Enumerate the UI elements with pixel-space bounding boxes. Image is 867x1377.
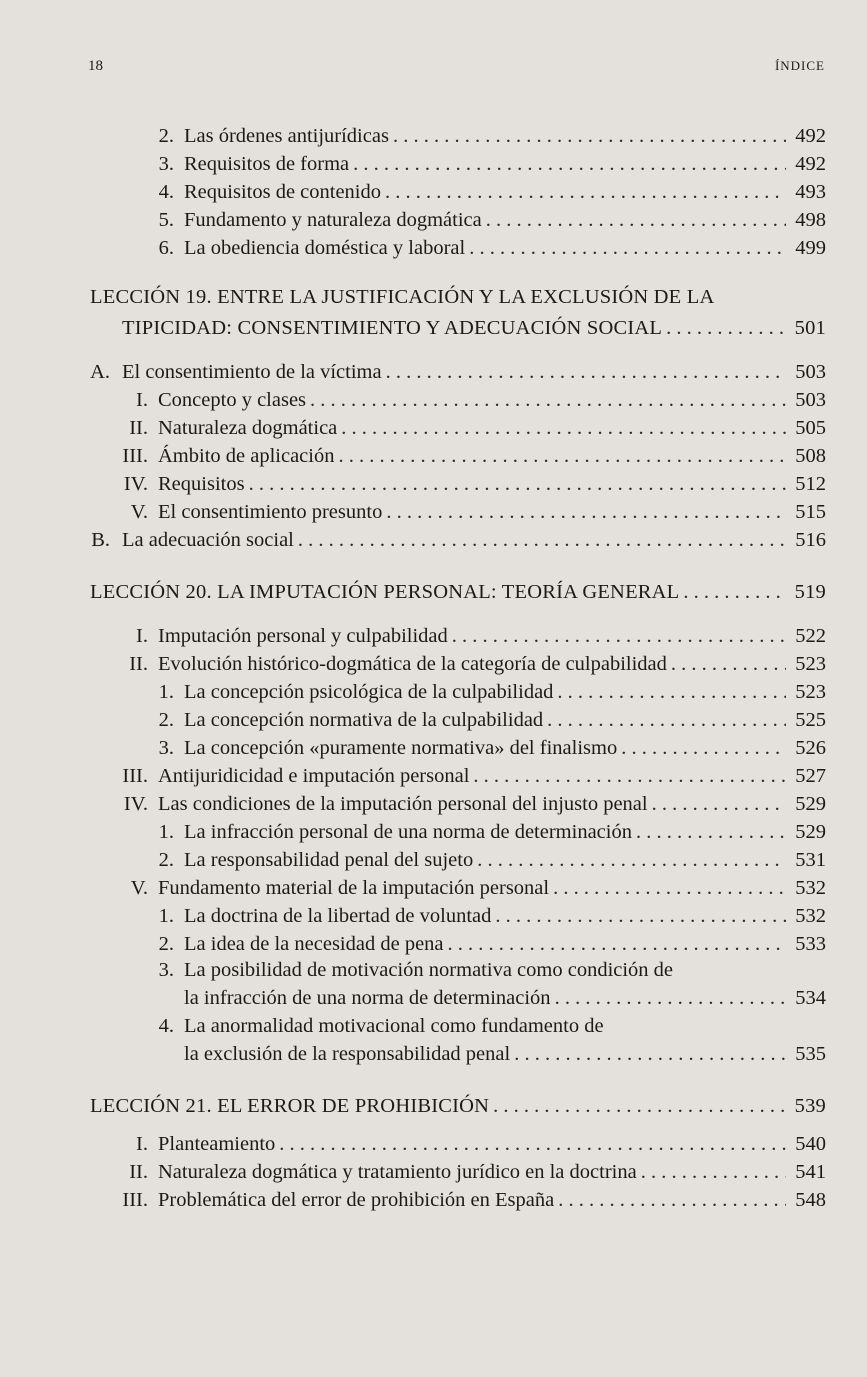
dot-leader — [558, 1186, 786, 1214]
entry-title: Evolución histórico-dogmática de la categoría de culpabilidad — [158, 653, 667, 675]
entry-title: Concepto y clases — [158, 389, 307, 411]
dot-leader — [338, 442, 786, 470]
toc-entry — [152, 902, 826, 930]
toc-entry — [152, 678, 826, 706]
entry-number: 1. — [158, 905, 174, 927]
dot-leader — [495, 902, 786, 930]
toc-entry — [112, 498, 826, 526]
entry-number: I. — [136, 389, 148, 411]
dot-leader — [555, 984, 786, 1012]
toc-entry — [152, 706, 826, 734]
dot-leader — [557, 678, 786, 706]
running-header: ÍNDICE — [774, 58, 825, 73]
toc-entry-line1 — [152, 956, 826, 984]
entry-title: Naturaleza dogmática y tratamiento jurídico en la doctrina — [158, 1161, 637, 1183]
entry-title: Ámbito de aplicación — [158, 445, 335, 467]
dot-leader — [341, 414, 786, 442]
entry-number: V. — [130, 877, 148, 899]
entry-page: 503 — [795, 389, 826, 411]
toc-entry — [88, 526, 826, 554]
toc-entry — [112, 650, 826, 678]
entry-title: La posibilidad de motivación normativa como condición de — [184, 959, 674, 981]
toc-entry — [112, 386, 826, 414]
dot-leader — [671, 650, 786, 678]
entry-number: 4. — [158, 1015, 174, 1037]
dot-leader — [486, 206, 786, 234]
entry-page: 499 — [795, 237, 826, 259]
dot-leader — [452, 622, 786, 650]
lesson-19-title-line2 — [122, 314, 826, 342]
lesson-title: TIPICIDAD: CONSENTIMIENTO Y ADECUACIÓN SOCIAL — [122, 317, 663, 339]
lesson-title: LECCIÓN 20. LA IMPUTACIÓN PERSONAL: TEORÍA GENERAL — [90, 581, 680, 603]
lesson-title: LECCIÓN 21. EL ERROR DE PROHIBICIÓN — [90, 1095, 490, 1117]
toc-entry — [88, 358, 826, 386]
dot-leader — [469, 234, 786, 262]
entry-number: 2. — [158, 709, 174, 731]
toc-entry — [112, 442, 826, 470]
lesson-19-title-line1: LECCIÓN 19. ENTRE LA JUSTIFICACIÓN Y LA EXCLUSIÓN DE LA — [90, 286, 715, 308]
entry-page: 531 — [795, 849, 826, 871]
entry-title: El consentimiento presunto — [158, 501, 383, 523]
toc-entry — [112, 470, 826, 498]
entry-title: Las condiciones de la imputación personal del injusto penal — [158, 793, 648, 815]
entry-page: 498 — [795, 209, 826, 231]
toc-entry — [112, 874, 826, 902]
dot-leader — [386, 498, 786, 526]
entry-page: 492 — [795, 125, 826, 147]
entry-number: I. — [136, 625, 148, 647]
entry-title: La concepción psicológica de la culpabilidad — [184, 681, 554, 703]
dot-leader — [385, 178, 786, 206]
toc-entry — [152, 734, 826, 762]
dot-leader — [493, 1092, 786, 1120]
entry-page: 529 — [795, 793, 826, 815]
dot-leader — [641, 1158, 786, 1186]
entry-page: 523 — [795, 653, 826, 675]
lesson-20-title — [90, 578, 826, 606]
entry-title: La adecuación social — [122, 529, 294, 551]
entry-number: II. — [129, 653, 148, 675]
lesson-page: 519 — [794, 581, 826, 603]
entry-title: La idea de la necesidad de pena — [184, 933, 444, 955]
toc-entry-line2 — [184, 1040, 826, 1068]
entry-page: 532 — [795, 877, 826, 899]
dot-leader — [279, 1130, 786, 1158]
dot-leader — [514, 1040, 786, 1068]
dot-leader — [393, 122, 786, 150]
entry-number: III. — [122, 445, 148, 467]
dot-leader — [683, 578, 786, 606]
entry-page: 529 — [795, 821, 826, 843]
entry-number: 3. — [158, 737, 174, 759]
entry-number: V. — [130, 501, 148, 523]
entry-title: Requisitos — [158, 473, 245, 495]
entry-title: Fundamento material de la imputación personal — [158, 877, 550, 899]
toc-entry-line1 — [152, 1012, 826, 1040]
toc-entry — [112, 1130, 826, 1158]
entry-number: B. — [91, 529, 110, 551]
entry-page: 492 — [795, 153, 826, 175]
entry-number: 4. — [158, 181, 174, 203]
dot-leader — [636, 818, 786, 846]
entry-page: 522 — [795, 625, 826, 647]
entry-page: 534 — [795, 987, 826, 1009]
dot-leader — [386, 358, 786, 386]
entry-page: 541 — [795, 1161, 826, 1183]
entry-number: A. — [90, 361, 110, 383]
toc-entry — [152, 846, 826, 874]
entry-page: 533 — [795, 933, 826, 955]
entry-title-continued: la infracción de una norma de determinación — [184, 987, 551, 1009]
entry-title: Problemática del error de prohibición en España — [158, 1189, 555, 1211]
entry-page: 515 — [795, 501, 826, 523]
entry-number: III. — [122, 1189, 148, 1211]
dot-leader — [448, 930, 786, 958]
toc-entry — [152, 234, 826, 262]
toc-entry-line2 — [184, 984, 826, 1012]
dot-leader — [473, 762, 786, 790]
entry-page: 493 — [795, 181, 826, 203]
dot-leader — [249, 470, 786, 498]
entry-number: III. — [122, 765, 148, 787]
toc-entry — [152, 930, 826, 958]
entry-title-continued: la exclusión de la responsabilidad penal — [184, 1043, 511, 1065]
entry-title: Antijuridicidad e imputación personal — [158, 765, 470, 787]
entry-title: Requisitos de contenido — [184, 181, 382, 203]
entry-page: 516 — [795, 529, 826, 551]
entry-page: 526 — [795, 737, 826, 759]
entry-number: II. — [129, 1161, 148, 1183]
toc-entry — [112, 762, 826, 790]
dot-leader — [666, 314, 786, 342]
dot-leader — [298, 526, 786, 554]
entry-number: IV. — [123, 473, 148, 495]
entry-title: La responsabilidad penal del sujeto — [184, 849, 474, 871]
toc-entry — [152, 150, 826, 178]
entry-number: IV. — [123, 793, 148, 815]
toc-entry — [112, 790, 826, 818]
entry-number: II. — [129, 417, 148, 439]
entry-page: 505 — [795, 417, 826, 439]
entry-title: Naturaleza dogmática — [158, 417, 338, 439]
dot-leader — [553, 874, 786, 902]
entry-page: 503 — [795, 361, 826, 383]
entry-title: La obediencia doméstica y laboral — [184, 237, 466, 259]
entry-page: 512 — [795, 473, 826, 495]
entry-number: 1. — [158, 681, 174, 703]
entry-page: 532 — [795, 905, 826, 927]
entry-page: 523 — [795, 681, 826, 703]
entry-page: 525 — [795, 709, 826, 731]
entry-title: El consentimiento de la víctima — [122, 361, 382, 383]
toc-entry — [152, 206, 826, 234]
toc-entry — [152, 122, 826, 150]
entry-title: La concepción «puramente normativa» del finalismo — [184, 737, 618, 759]
lesson-page: 539 — [794, 1095, 826, 1117]
toc-entry — [112, 414, 826, 442]
entry-number: 2. — [158, 125, 174, 147]
entry-page: 527 — [795, 765, 826, 787]
entry-number: 3. — [158, 153, 174, 175]
page-number: 18 — [88, 58, 103, 74]
toc-entry — [152, 178, 826, 206]
entry-page: 548 — [795, 1189, 826, 1211]
entry-title: Planteamiento — [158, 1133, 276, 1155]
entry-title: Las órdenes antijurídicas — [184, 125, 389, 147]
entry-page: 535 — [795, 1043, 826, 1065]
entry-number: 1. — [158, 821, 174, 843]
entry-title: La doctrina de la libertad de voluntad — [184, 905, 492, 927]
entry-number: I. — [136, 1133, 148, 1155]
entry-number: 2. — [158, 933, 174, 955]
dot-leader — [310, 386, 786, 414]
entry-title: La anormalidad motivacional como fundamento de — [184, 1015, 604, 1037]
toc-entry — [112, 622, 826, 650]
entry-number: 5. — [158, 209, 174, 231]
entry-title: La infracción personal de una norma de determinación — [184, 821, 632, 843]
lesson-page: 501 — [794, 317, 826, 339]
entry-title: La concepción normativa de la culpabilidad — [184, 709, 544, 731]
entry-page: 540 — [795, 1133, 826, 1155]
entry-title: Imputación personal y culpabilidad — [158, 625, 448, 647]
toc-entry — [112, 1186, 826, 1214]
entry-number: 2. — [158, 849, 174, 871]
toc-entry — [112, 1158, 826, 1186]
entry-page: 508 — [795, 445, 826, 467]
entry-title: Fundamento y naturaleza dogmática — [184, 209, 482, 231]
entry-number: 3. — [158, 959, 174, 981]
lesson-21-title — [90, 1092, 826, 1120]
dot-leader — [652, 790, 786, 818]
entry-title: Requisitos de forma — [184, 153, 350, 175]
entry-number: 6. — [158, 237, 174, 259]
toc-entry — [152, 818, 826, 846]
dot-leader — [353, 150, 786, 178]
dot-leader — [547, 706, 786, 734]
dot-leader — [621, 734, 786, 762]
dot-leader — [477, 846, 786, 874]
